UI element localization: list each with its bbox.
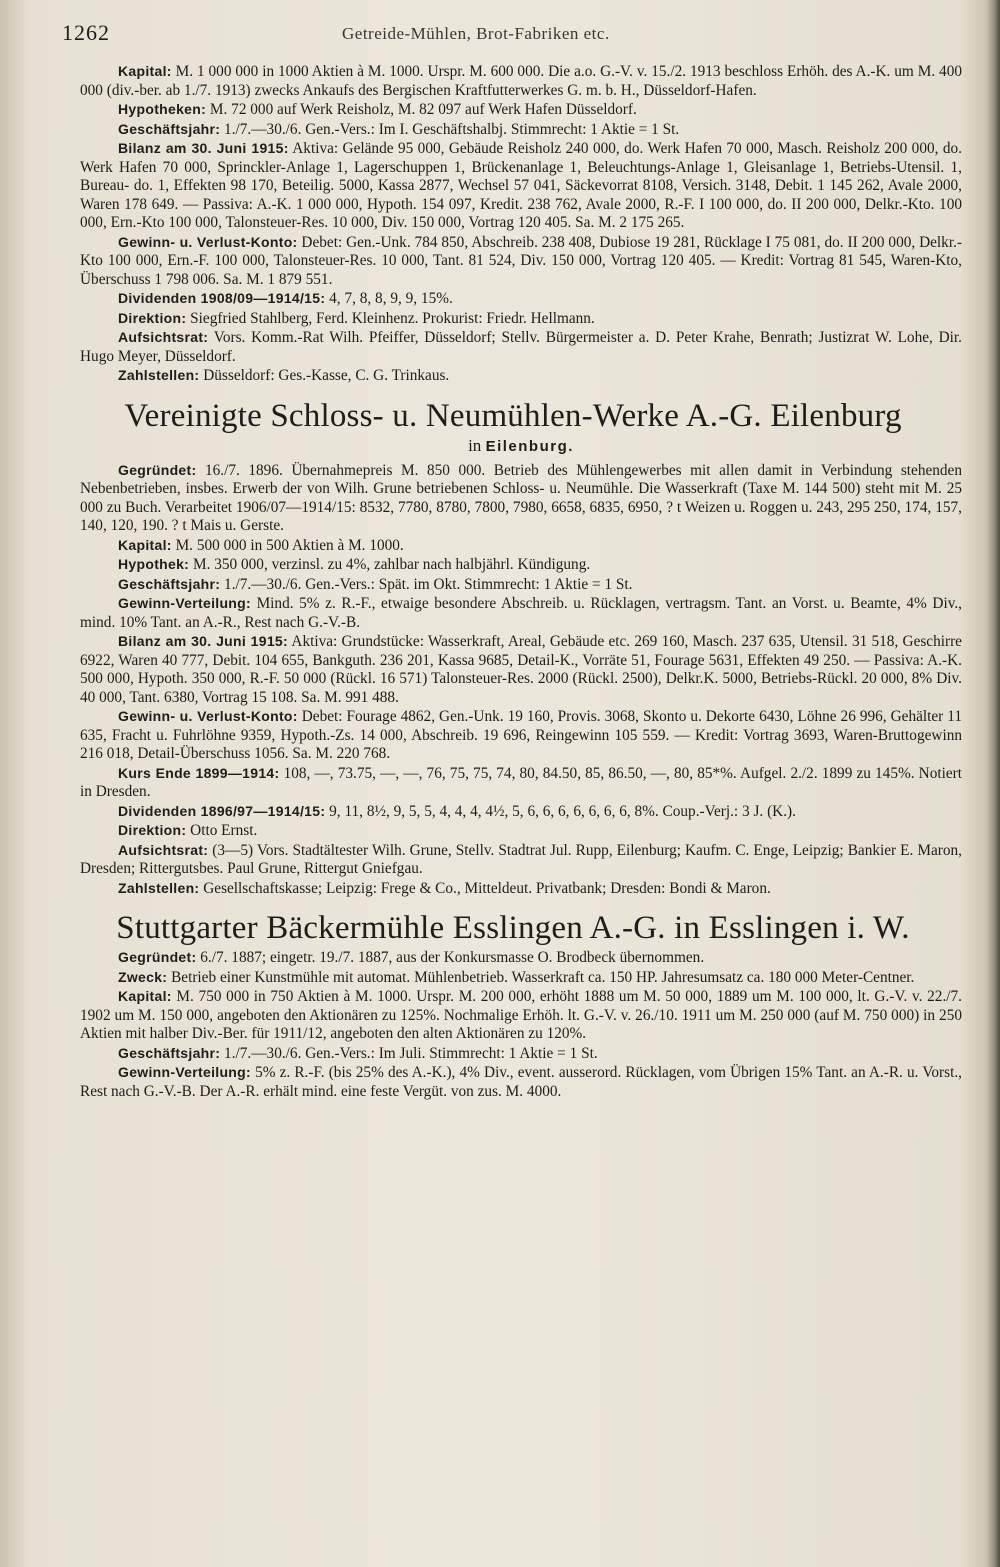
entry-text: 6./7. 1887; eingetr. 19./7. 1887, aus der Konkursmasse O. Brodbeck übernommen.	[196, 949, 705, 966]
entry-label: Kapital:	[118, 988, 172, 1004]
entry-label: Gewinn- u. Verlust-Konto:	[118, 708, 298, 724]
entry-label: Direktion:	[118, 822, 187, 838]
entry-text: Vors. Komm.-Rat Wilh. Pfeiffer, Düsseldorf; Stellv. Bürgermeister a. D. Peter Krahe, Benrath; Justizrat W. Lohe, Dir. Hugo Meyer, Düsseldorf.	[80, 329, 962, 365]
entry-paragraph	[80, 1044, 962, 1064]
entry-label: Bilanz am 30. Juni 1915:	[118, 140, 289, 156]
entry-label: Aufsichtsrat:	[118, 329, 209, 345]
entry-text: 108, —, 73.75, —, —, 76, 75, 75, 74, 80, 84.50, 85, 86.50, —, 80, 85*%. Aufgel. 2./2. 1899 zu 145%. Notiert in Dresden.	[80, 764, 962, 800]
entry-label: Aufsichtsrat:	[118, 841, 209, 858]
entry-label: Zahlstellen:	[118, 367, 200, 383]
entry-paragraph	[80, 233, 962, 290]
entry-paragraph	[80, 139, 962, 233]
entry-label: Bilanz am 30. Juni 1915:	[118, 633, 288, 649]
entry-text: Gesellschaftskasse; Leipzig: Frege & Co., Mitteldeut. Privatbank; Dresden: Bondi & Maron.	[199, 879, 771, 897]
entry-paragraph	[80, 120, 962, 140]
entry-paragraph	[80, 1063, 962, 1101]
entry-paragraph	[80, 461, 962, 536]
entry-text: Siegfried Stahlberg, Ferd. Kleinhenz. Prokurist: Friedr. Hellmann.	[186, 309, 595, 327]
entry-paragraph	[80, 366, 962, 386]
entry-text: M. 1 000 000 in 1000 Aktien à M. 1000. Urspr. M. 600 000. Die a.o. G.-V. v. 15./2. 1913 beschloss Erhöh. des A.-K. um M. 400 000 (div.-ber. ab 1./7. 1913) zwecks Ankaufs des Bergischen Kraftfutterwerkes G. m. b. H., Düsseldorf-Hafen.	[80, 63, 962, 99]
entry-label: Geschäftsjahr:	[118, 575, 221, 592]
entry-paragraph	[80, 968, 962, 988]
entry-text: M. 500 000 in 500 Aktien à M. 1000.	[171, 536, 404, 554]
company-subtitle-place: Eilenburg.	[485, 437, 574, 455]
entry-text: Debet: Fourage 4862, Gen.-Unk. 19 160, Provis. 3068, Skonto u. Dekorte 6430, Löhne 26 996, Gehälter 11 635, Fracht u. Fuhrlöhne 9359, Hypoth.-Zs. 14 000, Abschreib. 19 696, Reingewinn 105 559. — Kredit: Vortrag 3693, Waren-Bruttogewinn 216 018, Detail-Überschuss 1056. Sa. M. 220 768.	[80, 708, 962, 762]
entry-text: 9, 11, 8½, 9, 5, 5, 4, 4, 4, 4½, 5, 6, 6, 6, 6, 6, 6, 6, 8%. Coup.-Verj.: 3 J. (K.).	[325, 802, 796, 820]
entry-paragraph	[80, 948, 962, 968]
entry-text: 1./7.—30./6. Gen.-Vers.: Im Juli. Stimmrecht: 1 Aktie = 1 St.	[220, 1044, 598, 1062]
entry-paragraph	[80, 764, 962, 802]
entry-paragraph	[80, 707, 962, 764]
entry-paragraph	[80, 821, 962, 841]
entry-text: 1./7.—30./6. Gen.-Vers.: Im I. Geschäftshalbj. Stimmrecht: 1 Aktie = 1 St.	[220, 120, 680, 138]
entry-text: Otto Ernst.	[186, 822, 258, 839]
entry-paragraph	[80, 536, 962, 556]
company-title: Stuttgarter Bäckermühle Esslingen A.-G. in Esslingen i. W.	[116, 910, 910, 946]
entry-text: Aktiva: Grundstücke: Wasserkraft, Areal, Gebäude etc. 269 160, Masch. 237 635, Utensil. 31 518, Geschirre 6922, Waren 40 777, Debit. 104 655, Bankguth. 236 201, Kassa 9685, Detail-K., Vorräte 51, Fourage 5631, Effekten 49 250. — Passiva: A.-K. 500 000, Hypoth. 350 000, R.-F. 50 000 (Rückl. 16 571) Talonsteuer-Res. 2000 (Rückl. 2500), Delkr.K. 5000, Betriebs-Rückl. 20 000, 8% Div. 40 000, Tant. 6380, Vortrag 15 108. Sa. M. 991 488.	[80, 633, 962, 706]
entry-label: Geschäftsjahr:	[118, 120, 221, 137]
entry-text: Debet: Gen.-Unk. 784 850, Abschreib. 238 408, Dubiose 19 281, Rücklage I 75 081, do. II 200 000, Delkr.-Kto 100 000, Ern.-F. 100 000, Talonsteuer-Res. 10 000, Tant. 81 524, Div. 150 000, Vortrag 120 405. — Kredit: Vortrag 81 545, Waren-Kto, Überschuss 1 798 006. Sa. M. 1 879 551.	[80, 233, 962, 288]
entry-paragraph	[80, 987, 962, 1044]
entry-paragraph	[80, 575, 962, 595]
company-subtitle	[80, 436, 962, 457]
entry-text: 16./7. 1896. Übernahmepreis M. 850 000. Betrieb des Mühlengewerbes mit allen damit in Verbindung stehenden Nebenbetrieben, insbes. Erwerb der von Wilh. Grune betriebenen Schloss- u. Neumühle. Die Wasserkraft (Taxe M. 144 500) steht mit M. 25 000 zu Buch. Verarbeitet 1906/07—1914/15: 8532, 7780, 8780, 7800, 7980, 6658, 6835, 6950, ? t Weizen u. Roggen u. 243, 295 250, 174, 157, 140, 120, 190. ? t Mais u. Gerste.	[80, 461, 962, 534]
entry-label: Hypothek:	[118, 556, 190, 572]
entry-label: Geschäftsjahr:	[118, 1044, 221, 1061]
entry-paragraph	[80, 309, 962, 329]
entry-paragraph	[80, 555, 962, 575]
entry-paragraph	[80, 879, 962, 899]
section-company-eilenburg	[80, 396, 962, 899]
company-title: Vereinigte Schloss- u. Neumühlen-Werke A.-G. Eilenburg	[124, 397, 902, 434]
entry-text: Aktiva: Gelände 95 000, Gebäude Reisholz 240 000, do. Werk Hafen 70 000, Masch. Reisholz 200 000, do. Werk Hafen 70 000, Sprinckler-Anlage 1, Lagerschuppen 1, Brückenanlage 1, Beleuchtungs-Anlage 1, Gleisanlage 1, Betriebs-Utensil. 1, Bureau- do. 1, Effekten 98 170, Beteilig. 5000, Kassa 2877, Wechsel 57 041, Säckevorrat 8108, Versich. 3148, Debit. 1 145 262, Avale 2000, Waren 178 649. — Passiva: A.-K. 1 000 000, Hypoth. 154 097, Kredit. 238 762, Avale 2000, R.-F. I 100 000, do. II 200 000, Delkr.-Kto. 100 000, Ern.-Kto 100 000, Talonsteuer-Res. 10 000, Div. 150 000, Vortrag 120 405. Sa. M. 2 175 265.	[80, 140, 962, 231]
entry-paragraph	[80, 289, 962, 309]
entry-text: M. 72 000 auf Werk Reisholz, M. 82 097 auf Werk Hafen Düsseldorf.	[206, 101, 637, 118]
entry-paragraph	[80, 328, 962, 366]
entry-label: Gewinn-Verteilung:	[118, 595, 251, 611]
entry-label: Kapital:	[118, 63, 172, 79]
entry-label: Zahlstellen:	[118, 879, 200, 896]
entry-text: Betrieb einer Kunstmühle mit automat. Mühlenbetrieb. Wasserkraft ca. 150 HP. Jahresumsatz ca. 180 000 Meter-Centner.	[167, 968, 915, 986]
entry-label: Gewinn-Verteilung:	[118, 1064, 251, 1080]
entry-paragraph	[80, 100, 962, 120]
entry-paragraph	[80, 632, 962, 707]
entry-text: 5% z. R.-F. (bis 25% des A.-K.), 4% Div., event. ausserord. Rücklagen, vom Übrigen 15% Tant. an A.-R. u. Vorst., Rest nach G.-V.-B. Der A.-R. erhält mind. eine feste Vergüt. von zus. M. 4000.	[80, 1064, 962, 1100]
entry-label: Direktion:	[118, 309, 187, 326]
page-number: 1262	[62, 20, 110, 45]
section-company-esslingen	[80, 908, 962, 1101]
entry-paragraph	[80, 62, 962, 100]
entry-text: Mind. 5% z. R.-F., etwaige besondere Abschreib. u. Rücklagen, vertragsm. Tant. an Vorst. u. Beamte, 4% Div., mind. 10% Tant. an A.-R., Rest nach G.-V.-B.	[80, 595, 962, 631]
entry-text: 1./7.—30./6. Gen.-Vers.: Spät. im Okt. Stimmrecht: 1 Aktie = 1 St.	[220, 575, 633, 593]
entry-label: Dividenden 1908/09—1914/15:	[118, 290, 326, 306]
section-previous-company	[80, 62, 962, 386]
entry-paragraph	[80, 802, 962, 822]
running-head: Getreide-Mühlen, Brot-Fabriken etc.	[342, 24, 610, 43]
entry-text: (3—5) Vors. Stadtältester Wilh. Grune, Stellv. Stadtrat Jul. Rupp, Eilenburg; Kaufm. C. Enge, Leipzig; Bankier E. Maron, Dresden; Rittergutsbes. Paul Grune, Rittergut Gniefgau.	[80, 841, 962, 877]
page-edge-shadow	[986, 0, 1000, 1567]
entry-label: Gegründet:	[118, 949, 197, 965]
entry-text: Düsseldorf: Ges.-Kasse, C. G. Trinkaus.	[199, 367, 450, 384]
entry-label: Zweck:	[118, 968, 168, 985]
entry-text: M. 350 000, verzinsl. zu 4%, zahlbar nach halbjährl. Kündigung.	[189, 556, 591, 573]
entry-text: M. 750 000 in 750 Aktien à M. 1000. Urspr. M. 200 000, erhöht 1888 um M. 50 000, 1889 um M. 100 000, lt. G.-V. v. 22./7. 1902 um M. 150 000, angeboten den Aktionären zu 125%. Nochmalige Erhöh. lt. G.-V. v. 26./10. 1911 um M. 250 000 (auf M. 750 000) in 250 Aktien mit halber Div.-Ber. für 1911/12, angeboten den alten Aktionären zu 120%.	[80, 988, 962, 1042]
entry-label: Kurs Ende 1899—1914:	[118, 764, 280, 781]
page-content	[80, 62, 962, 1101]
entry-text: 4, 7, 8, 8, 9, 9, 15%.	[325, 290, 453, 307]
entry-label: Gewinn- u. Verlust-Konto:	[118, 233, 298, 250]
company-subtitle-prefix: in	[468, 435, 486, 455]
entry-label: Kapital:	[118, 536, 172, 553]
entry-paragraph	[80, 841, 962, 879]
entry-label: Hypotheken:	[118, 101, 207, 117]
entry-label: Dividenden 1896/97—1914/15:	[118, 802, 326, 819]
entry-label: Gegründet:	[118, 461, 197, 478]
page-header	[62, 18, 942, 54]
entry-paragraph	[80, 594, 962, 632]
